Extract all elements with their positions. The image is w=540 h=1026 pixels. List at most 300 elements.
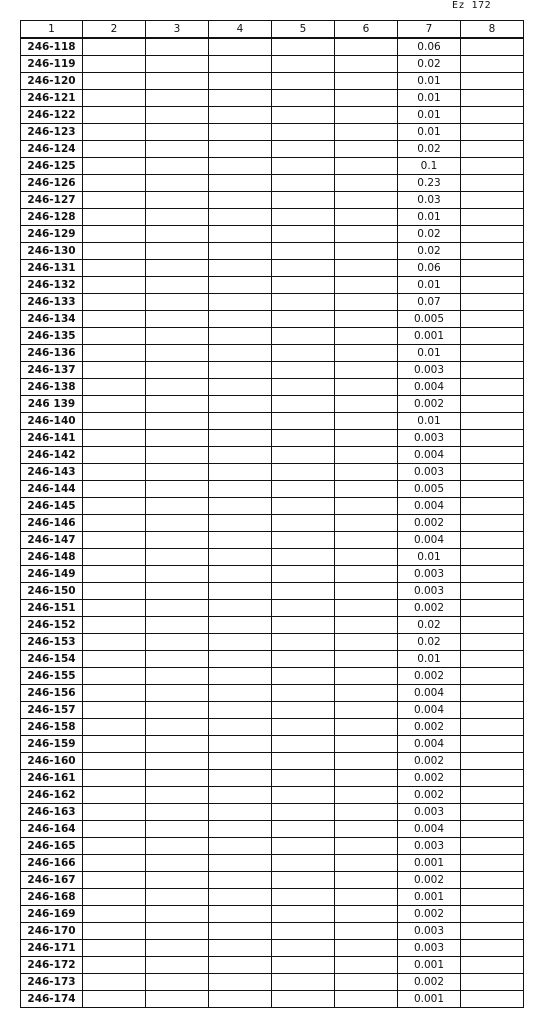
empty-cell: [272, 991, 335, 1008]
empty-cell: [83, 617, 146, 634]
empty-cell: [335, 838, 398, 855]
empty-cell: [209, 617, 272, 634]
row-id-cell: 246-153: [21, 634, 83, 651]
empty-cell: [83, 651, 146, 668]
row-id-cell: 246-125: [21, 158, 83, 175]
page-reference: Ez 172: [452, 0, 492, 11]
empty-cell: [83, 38, 146, 56]
empty-cell: [146, 821, 209, 838]
table-row: [21, 566, 524, 583]
value-cell: 0.004: [398, 821, 461, 838]
row-id-cell: 246-159: [21, 736, 83, 753]
empty-cell: [335, 294, 398, 311]
table-row: [21, 192, 524, 209]
empty-cell: [272, 804, 335, 821]
empty-cell: [461, 379, 524, 396]
empty-cell: [146, 226, 209, 243]
empty-cell: [335, 124, 398, 141]
empty-cell: [272, 158, 335, 175]
empty-cell: [83, 872, 146, 889]
empty-cell: [146, 90, 209, 107]
table-row: [21, 277, 524, 294]
table-row: [21, 396, 524, 413]
empty-cell: [461, 158, 524, 175]
empty-cell: [335, 464, 398, 481]
empty-cell: [272, 141, 335, 158]
empty-cell: [272, 532, 335, 549]
value-cell: 0.004: [398, 736, 461, 753]
empty-cell: [209, 532, 272, 549]
row-id-cell: 246-118: [21, 38, 83, 56]
empty-cell: [461, 804, 524, 821]
empty-cell: [272, 90, 335, 107]
empty-cell: [461, 957, 524, 974]
empty-cell: [83, 991, 146, 1008]
empty-cell: [272, 430, 335, 447]
empty-cell: [461, 600, 524, 617]
value-cell: 0.001: [398, 991, 461, 1008]
empty-cell: [209, 158, 272, 175]
empty-cell: [146, 634, 209, 651]
row-id-cell: 246-150: [21, 583, 83, 600]
empty-cell: [461, 787, 524, 804]
empty-cell: [335, 447, 398, 464]
value-cell: 0.003: [398, 923, 461, 940]
empty-cell: [146, 209, 209, 226]
table-row: [21, 532, 524, 549]
empty-cell: [461, 311, 524, 328]
empty-cell: [146, 923, 209, 940]
empty-cell: [335, 583, 398, 600]
empty-cell: [146, 617, 209, 634]
value-cell: 0.002: [398, 396, 461, 413]
empty-cell: [461, 719, 524, 736]
value-cell: 0.06: [398, 260, 461, 277]
table-row: [21, 804, 524, 821]
empty-cell: [146, 56, 209, 73]
empty-cell: [335, 379, 398, 396]
empty-cell: [146, 566, 209, 583]
value-cell: 0.004: [398, 379, 461, 396]
empty-cell: [83, 413, 146, 430]
empty-cell: [146, 277, 209, 294]
empty-cell: [209, 668, 272, 685]
row-id-cell: 246-151: [21, 600, 83, 617]
empty-cell: [335, 957, 398, 974]
empty-cell: [335, 974, 398, 991]
empty-cell: [83, 175, 146, 192]
empty-cell: [209, 90, 272, 107]
row-id-cell: 246-120: [21, 73, 83, 90]
column-header-1: 1: [21, 21, 83, 39]
empty-cell: [335, 38, 398, 56]
empty-cell: [461, 617, 524, 634]
empty-cell: [272, 260, 335, 277]
table-row: [21, 158, 524, 175]
value-cell: 0.001: [398, 328, 461, 345]
row-id-cell: 246-158: [21, 719, 83, 736]
empty-cell: [209, 566, 272, 583]
empty-cell: [335, 481, 398, 498]
empty-cell: [209, 73, 272, 90]
empty-cell: [83, 328, 146, 345]
empty-cell: [272, 56, 335, 73]
table-body: [21, 38, 524, 1008]
empty-cell: [335, 821, 398, 838]
empty-cell: [272, 872, 335, 889]
empty-cell: [209, 362, 272, 379]
empty-cell: [335, 158, 398, 175]
empty-cell: [272, 736, 335, 753]
value-cell: 0.01: [398, 209, 461, 226]
empty-cell: [272, 583, 335, 600]
empty-cell: [272, 38, 335, 56]
empty-cell: [146, 328, 209, 345]
empty-cell: [461, 651, 524, 668]
empty-cell: [146, 583, 209, 600]
empty-cell: [335, 192, 398, 209]
empty-cell: [146, 651, 209, 668]
value-cell: 0.002: [398, 668, 461, 685]
empty-cell: [461, 345, 524, 362]
empty-cell: [272, 566, 335, 583]
row-id-cell: 246-166: [21, 855, 83, 872]
empty-cell: [209, 736, 272, 753]
empty-cell: [335, 719, 398, 736]
empty-cell: [461, 277, 524, 294]
empty-cell: [335, 107, 398, 124]
empty-cell: [461, 498, 524, 515]
empty-cell: [209, 838, 272, 855]
empty-cell: [335, 413, 398, 430]
row-id-cell: 246-148: [21, 549, 83, 566]
empty-cell: [146, 702, 209, 719]
row-id-cell: 246-137: [21, 362, 83, 379]
empty-cell: [146, 685, 209, 702]
row-id-cell: 246-171: [21, 940, 83, 957]
table-row: [21, 141, 524, 158]
empty-cell: [272, 243, 335, 260]
empty-cell: [335, 345, 398, 362]
empty-cell: [272, 940, 335, 957]
row-id-cell: 246-145: [21, 498, 83, 515]
value-cell: 0.01: [398, 73, 461, 90]
empty-cell: [83, 906, 146, 923]
empty-cell: [83, 787, 146, 804]
empty-cell: [83, 226, 146, 243]
empty-cell: [209, 430, 272, 447]
empty-cell: [272, 362, 335, 379]
empty-cell: [83, 838, 146, 855]
empty-cell: [272, 73, 335, 90]
empty-cell: [209, 56, 272, 73]
empty-cell: [209, 940, 272, 957]
table-row: [21, 464, 524, 481]
table-row: [21, 56, 524, 73]
empty-cell: [335, 855, 398, 872]
value-cell: 0.1: [398, 158, 461, 175]
row-id-cell: 246-138: [21, 379, 83, 396]
empty-cell: [209, 209, 272, 226]
empty-cell: [461, 192, 524, 209]
table-row: [21, 753, 524, 770]
row-id-cell: 246-164: [21, 821, 83, 838]
empty-cell: [272, 379, 335, 396]
value-cell: 0.004: [398, 447, 461, 464]
table-row: [21, 328, 524, 345]
empty-cell: [272, 753, 335, 770]
empty-cell: [272, 617, 335, 634]
empty-cell: [146, 906, 209, 923]
value-cell: 0.003: [398, 940, 461, 957]
empty-cell: [83, 158, 146, 175]
table-row: [21, 991, 524, 1008]
empty-cell: [209, 702, 272, 719]
value-cell: 0.01: [398, 413, 461, 430]
empty-cell: [461, 685, 524, 702]
column-header-2: 2: [83, 21, 146, 39]
value-cell: 0.001: [398, 957, 461, 974]
row-id-cell: 246-161: [21, 770, 83, 787]
empty-cell: [335, 311, 398, 328]
empty-cell: [209, 243, 272, 260]
empty-cell: [83, 753, 146, 770]
empty-cell: [83, 362, 146, 379]
empty-cell: [272, 413, 335, 430]
empty-cell: [146, 141, 209, 158]
value-cell: 0.004: [398, 685, 461, 702]
empty-cell: [83, 515, 146, 532]
empty-cell: [209, 957, 272, 974]
empty-cell: [83, 447, 146, 464]
empty-cell: [272, 481, 335, 498]
empty-cell: [335, 753, 398, 770]
empty-cell: [461, 481, 524, 498]
table-row: [21, 702, 524, 719]
empty-cell: [146, 804, 209, 821]
empty-cell: [209, 821, 272, 838]
value-cell: 0.02: [398, 56, 461, 73]
empty-cell: [83, 311, 146, 328]
empty-cell: [146, 447, 209, 464]
table-row: [21, 107, 524, 124]
row-id-cell: 246-129: [21, 226, 83, 243]
empty-cell: [83, 532, 146, 549]
column-header-8: 8: [461, 21, 524, 39]
empty-cell: [461, 770, 524, 787]
empty-cell: [209, 311, 272, 328]
empty-cell: [461, 549, 524, 566]
empty-cell: [209, 787, 272, 804]
empty-cell: [83, 821, 146, 838]
empty-cell: [335, 141, 398, 158]
empty-cell: [209, 379, 272, 396]
table-row: [21, 413, 524, 430]
empty-cell: [209, 600, 272, 617]
row-id-cell: 246-126: [21, 175, 83, 192]
empty-cell: [272, 600, 335, 617]
value-cell: 0.003: [398, 583, 461, 600]
empty-cell: [461, 328, 524, 345]
value-cell: 0.002: [398, 872, 461, 889]
empty-cell: [83, 260, 146, 277]
empty-cell: [335, 634, 398, 651]
empty-cell: [209, 447, 272, 464]
value-cell: 0.002: [398, 787, 461, 804]
empty-cell: [83, 583, 146, 600]
empty-cell: [272, 209, 335, 226]
empty-cell: [146, 872, 209, 889]
empty-cell: [83, 277, 146, 294]
row-id-cell: 246-168: [21, 889, 83, 906]
empty-cell: [146, 243, 209, 260]
empty-cell: [335, 260, 398, 277]
table-row: [21, 787, 524, 804]
empty-cell: [461, 872, 524, 889]
table-row: [21, 209, 524, 226]
empty-cell: [146, 192, 209, 209]
empty-cell: [461, 821, 524, 838]
empty-cell: [335, 532, 398, 549]
empty-cell: [83, 73, 146, 90]
empty-cell: [272, 838, 335, 855]
row-id-cell: 246-122: [21, 107, 83, 124]
empty-cell: [146, 532, 209, 549]
empty-cell: [209, 583, 272, 600]
empty-cell: [209, 396, 272, 413]
empty-cell: [209, 38, 272, 56]
empty-cell: [335, 498, 398, 515]
empty-cell: [83, 923, 146, 940]
value-cell: 0.02: [398, 634, 461, 651]
empty-cell: [461, 753, 524, 770]
empty-cell: [461, 56, 524, 73]
empty-cell: [461, 464, 524, 481]
empty-cell: [272, 175, 335, 192]
table-row: [21, 498, 524, 515]
table-row: [21, 889, 524, 906]
empty-cell: [83, 719, 146, 736]
empty-cell: [209, 277, 272, 294]
empty-cell: [461, 974, 524, 991]
empty-cell: [335, 600, 398, 617]
empty-cell: [272, 124, 335, 141]
value-cell: 0.004: [398, 498, 461, 515]
table-row: [21, 736, 524, 753]
empty-cell: [146, 158, 209, 175]
empty-cell: [209, 498, 272, 515]
empty-cell: [272, 192, 335, 209]
empty-cell: [335, 804, 398, 821]
value-cell: 0.004: [398, 532, 461, 549]
empty-cell: [335, 515, 398, 532]
empty-cell: [146, 464, 209, 481]
empty-cell: [335, 736, 398, 753]
empty-cell: [335, 889, 398, 906]
empty-cell: [146, 940, 209, 957]
empty-cell: [272, 549, 335, 566]
row-id-cell: 246-146: [21, 515, 83, 532]
row-id-cell: 246-130: [21, 243, 83, 260]
empty-cell: [146, 38, 209, 56]
empty-cell: [83, 736, 146, 753]
empty-cell: [461, 532, 524, 549]
value-cell: 0.002: [398, 600, 461, 617]
column-header-3: 3: [146, 21, 209, 39]
empty-cell: [83, 634, 146, 651]
empty-cell: [335, 243, 398, 260]
table-header: [21, 21, 524, 39]
empty-cell: [146, 107, 209, 124]
value-cell: 0.02: [398, 617, 461, 634]
column-header-4: 4: [209, 21, 272, 39]
empty-cell: [335, 940, 398, 957]
empty-cell: [461, 243, 524, 260]
row-id-cell: 246-149: [21, 566, 83, 583]
table-row: [21, 481, 524, 498]
table-row: [21, 73, 524, 90]
header-row: [21, 21, 524, 39]
row-id-cell: 246-170: [21, 923, 83, 940]
row-id-cell: 246-131: [21, 260, 83, 277]
table-row: [21, 719, 524, 736]
value-cell: 0.004: [398, 702, 461, 719]
empty-cell: [146, 311, 209, 328]
row-id-cell: 246-136: [21, 345, 83, 362]
empty-cell: [209, 464, 272, 481]
value-cell: 0.002: [398, 753, 461, 770]
empty-cell: [209, 872, 272, 889]
empty-cell: [209, 175, 272, 192]
empty-cell: [83, 498, 146, 515]
empty-cell: [335, 362, 398, 379]
empty-cell: [335, 328, 398, 345]
row-id-cell: 246-127: [21, 192, 83, 209]
empty-cell: [209, 107, 272, 124]
empty-cell: [83, 464, 146, 481]
empty-cell: [146, 855, 209, 872]
empty-cell: [272, 464, 335, 481]
empty-cell: [209, 481, 272, 498]
empty-cell: [461, 90, 524, 107]
empty-cell: [335, 770, 398, 787]
empty-cell: [461, 260, 524, 277]
empty-cell: [209, 345, 272, 362]
empty-cell: [272, 396, 335, 413]
empty-cell: [272, 787, 335, 804]
table-row: [21, 940, 524, 957]
empty-cell: [83, 566, 146, 583]
table-row: [21, 600, 524, 617]
row-id-cell: 246-144: [21, 481, 83, 498]
table-row: [21, 515, 524, 532]
empty-cell: [272, 311, 335, 328]
empty-cell: [461, 515, 524, 532]
value-cell: 0.002: [398, 719, 461, 736]
value-cell: 0.005: [398, 311, 461, 328]
empty-cell: [461, 430, 524, 447]
empty-cell: [461, 107, 524, 124]
table-row: [21, 583, 524, 600]
empty-cell: [83, 974, 146, 991]
empty-cell: [146, 787, 209, 804]
empty-cell: [83, 549, 146, 566]
empty-cell: [83, 192, 146, 209]
row-id-cell: 246-119: [21, 56, 83, 73]
empty-cell: [335, 226, 398, 243]
empty-cell: [272, 515, 335, 532]
row-id-cell: 246-152: [21, 617, 83, 634]
